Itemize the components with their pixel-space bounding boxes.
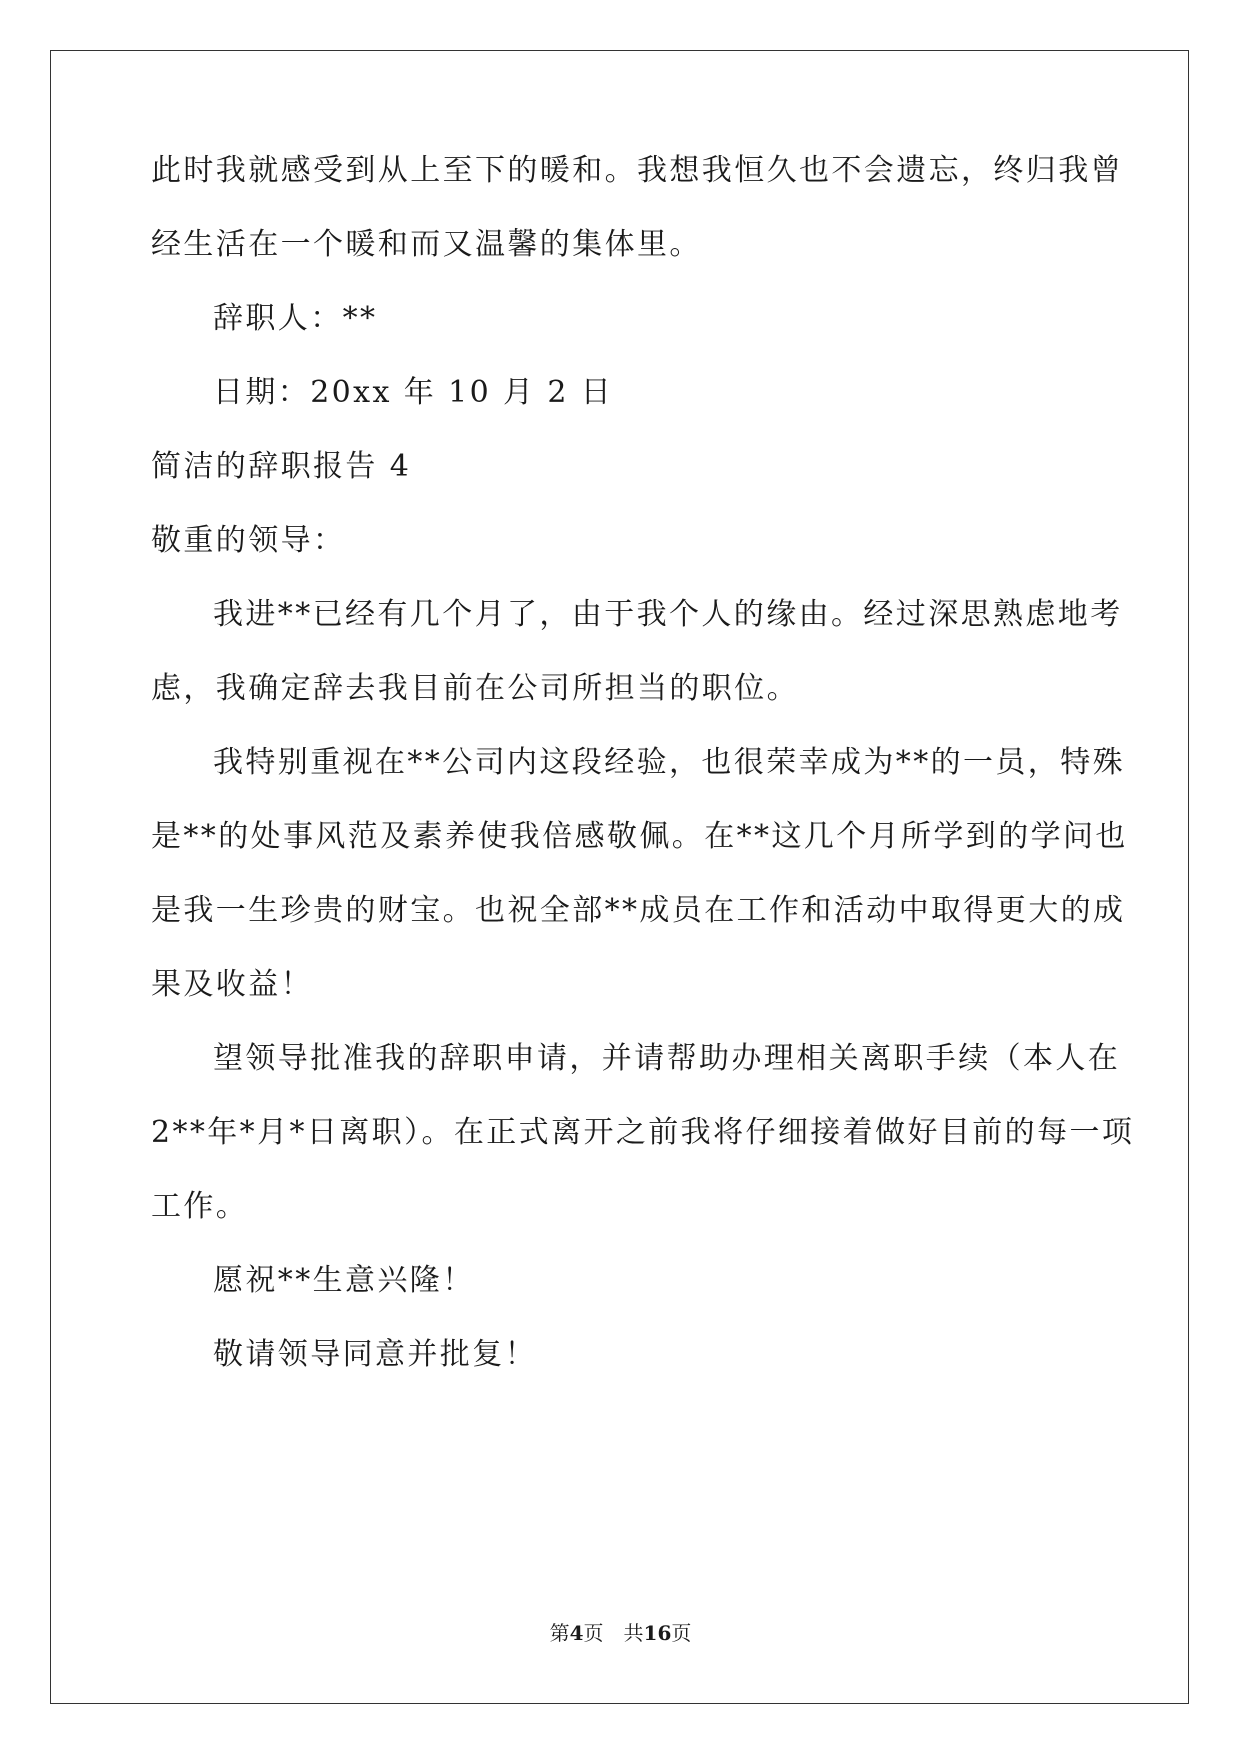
- paragraph-line: 我特别重视在**公司内这段经验，也很荣幸成为**的一员，特殊: [213, 745, 1125, 780]
- salutation: 敬重的领导：: [151, 523, 346, 558]
- paragraph-line: 虑，我确定辞去我目前在公司所担当的职位。: [151, 671, 799, 706]
- page-number: 4: [569, 1621, 584, 1645]
- signature-name: 辞职人：**: [213, 301, 378, 336]
- paragraph-line: 我进**已经有几个月了，由于我个人的缘由。经过深思熟虑地考: [213, 597, 1123, 632]
- signature-date: 日期：20xx 年 10 月 2 日: [213, 375, 614, 410]
- paragraph-line: 2**年*月*日离职）。在正式离开之前我将仔细接着做好目前的每一项: [151, 1115, 1135, 1150]
- total-pages: 16: [643, 1621, 672, 1645]
- paragraph-line: 果及收益！: [151, 967, 313, 1002]
- paragraph-line: 望领导批准我的辞职申请，并请帮助办理相关离职手续（本人在: [213, 1041, 1121, 1076]
- page-suffix: 页: [583, 1621, 604, 1645]
- closing-line: 敬请领导同意并批复！: [213, 1337, 537, 1372]
- closing-line: 愿祝**生意兴隆！: [213, 1263, 475, 1298]
- paragraph-line: 经生活在一个暖和而又温馨的集体里。: [151, 227, 702, 262]
- total-prefix: 共: [623, 1621, 644, 1645]
- page-footer: [0, 1621, 1241, 1645]
- paragraph-line: 工作。: [151, 1189, 249, 1224]
- paragraph-line: 此时我就感受到从上至下的暖和。我想我恒久也不会遗忘，终归我曾: [151, 153, 1123, 188]
- total-suffix: 页: [671, 1621, 692, 1645]
- section-heading: 简洁的辞职报告 4: [151, 449, 412, 484]
- paragraph-line: 是**的处事风范及素养使我倍感敬佩。在**这几个月所学到的学问也: [151, 819, 1128, 854]
- page-prefix: 第: [549, 1621, 570, 1645]
- paragraph-line: 是我一生珍贵的财宝。也祝全部**成员在工作和活动中取得更大的成: [151, 893, 1126, 928]
